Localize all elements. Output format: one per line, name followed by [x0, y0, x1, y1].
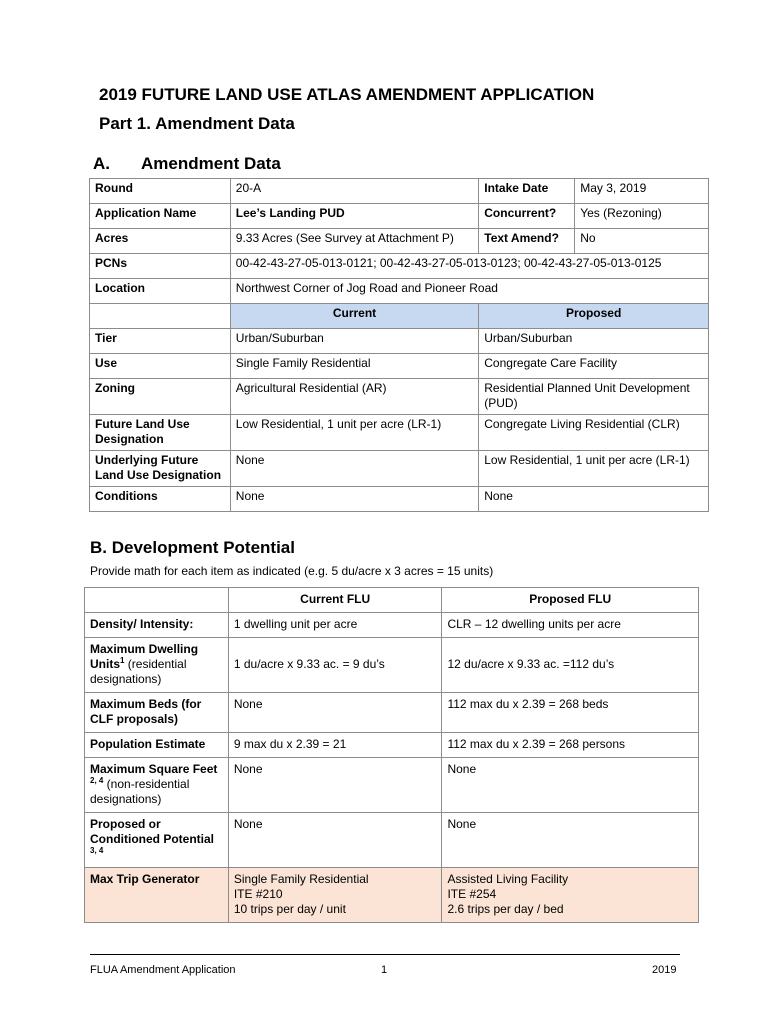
part-title: Part 1. Amendment Data — [99, 114, 295, 133]
location-label: Location — [90, 279, 231, 304]
trip-proposed-use: Assisted Living Facility — [447, 872, 569, 886]
use-proposed: Congregate Care Facility — [479, 354, 709, 379]
population-label: Population Estimate — [85, 733, 229, 758]
trip-proposed-ite: ITE #254 — [447, 887, 497, 901]
table-row — [85, 868, 699, 923]
use-current: Single Family Residential — [230, 354, 478, 379]
density-current: 1 dwelling unit per acre — [228, 613, 442, 638]
round-label: Round — [90, 179, 231, 204]
intake-date-label: Intake Date — [479, 179, 575, 204]
max-square-feet-label — [85, 758, 229, 813]
footer-year: 2019 — [652, 964, 677, 976]
density-proposed: CLR – 12 dwelling units per acre — [442, 613, 699, 638]
max-beds-label: Maximum Beds (for CLF proposals) — [85, 693, 229, 733]
table-header-row — [85, 588, 699, 613]
underlying-flu-current: None — [230, 451, 478, 487]
footnote-marker: 3, 4 — [90, 846, 104, 855]
text-amend-value: No — [575, 229, 709, 254]
footnote-marker: 1 — [120, 656, 125, 665]
concurrent-label: Concurrent? — [479, 204, 575, 229]
zoning-proposed: Residential Planned Unit Development (PUD) — [479, 379, 709, 415]
proposed-header: Proposed — [479, 304, 709, 329]
footer-page-number: 1 — [381, 964, 388, 976]
trip-current — [228, 868, 442, 923]
flu-designation-proposed: Congregate Living Residential (CLR) — [479, 415, 709, 451]
max-dwelling-current: 1 du/acre x 9.33 ac. = 9 du’s — [228, 638, 442, 693]
section-a-heading — [93, 154, 281, 174]
acres-label: Acres — [90, 229, 231, 254]
table-row — [90, 379, 709, 415]
section-a-letter: A. — [93, 154, 110, 173]
concurrent-value: Yes (Rezoning) — [575, 204, 709, 229]
proposed-flu-header: Proposed FLU — [442, 588, 699, 613]
proposed-conditioned-label — [85, 813, 229, 868]
footer-document-name: FLUA Amendment Application — [90, 964, 236, 976]
zoning-current: Agricultural Residential (AR) — [230, 379, 478, 415]
table-row — [90, 415, 709, 451]
max-trip-generator-label: Max Trip Generator — [85, 868, 229, 923]
round-value: 20-A — [230, 179, 478, 204]
max-dwelling-label-bold: Maximum Dwelling Units — [90, 642, 199, 671]
location-value: Northwest Corner of Jog Road and Pioneer Road — [230, 279, 708, 304]
footnote-marker: 2, 4 — [90, 776, 104, 785]
table-row — [90, 204, 709, 229]
table-row — [90, 329, 709, 354]
table-row — [85, 613, 699, 638]
pcns-label: PCNs — [90, 254, 231, 279]
underlying-flu-proposed: Low Residential, 1 unit per acre (LR-1) — [479, 451, 709, 487]
max-sqft-current: None — [228, 758, 442, 813]
table-row — [90, 254, 709, 279]
tier-proposed: Urban/Suburban — [479, 329, 709, 354]
table-row — [90, 487, 709, 512]
intake-date-value: May 3, 2019 — [575, 179, 709, 204]
footer-divider — [90, 954, 680, 955]
pcns-value: 00-42-43-27-05-013-0121; 00-42-43-27-05-013-0123; 00-42-43-27-05-013-0125 — [230, 254, 708, 279]
table-row — [85, 693, 699, 733]
conditions-label: Conditions — [90, 487, 231, 512]
table-row — [90, 179, 709, 204]
trip-current-ite: ITE #210 — [233, 887, 283, 901]
application-name-label: Application Name — [90, 204, 231, 229]
section-a-title: Amendment Data — [141, 154, 281, 173]
blank-header-cell — [85, 588, 229, 613]
zoning-label: Zoning — [90, 379, 231, 415]
max-dwelling-proposed: 12 du/acre x 9.33 ac. =112 du’s — [442, 638, 699, 693]
current-flu-header: Current FLU — [228, 588, 442, 613]
table-row — [90, 354, 709, 379]
blank-header-cell — [90, 304, 231, 329]
max-beds-current: None — [228, 693, 442, 733]
use-label: Use — [90, 354, 231, 379]
proposed-conditioned-proposed: None — [442, 813, 699, 868]
conditions-proposed: None — [479, 487, 709, 512]
trip-current-use: Single Family Residential — [233, 872, 369, 886]
table-row — [90, 279, 709, 304]
application-name-value: Lee’s Landing PUD — [230, 204, 478, 229]
acres-value: 9.33 Acres (See Survey at Attachment P) — [230, 229, 478, 254]
table-row — [85, 638, 699, 693]
table-header-row — [90, 304, 709, 329]
table-row — [85, 733, 699, 758]
max-sqft-label-rest: (non-residential designations) — [90, 777, 190, 806]
trip-current-rate: 10 trips per day / unit — [233, 902, 346, 916]
current-header: Current — [230, 304, 478, 329]
table-row — [85, 813, 699, 868]
table-row — [90, 451, 709, 487]
development-potential-table — [84, 587, 699, 923]
section-b-heading: B. Development Potential — [90, 538, 295, 557]
table-row — [85, 758, 699, 813]
table-row — [90, 229, 709, 254]
conditions-current: None — [230, 487, 478, 512]
max-sqft-proposed: None — [442, 758, 699, 813]
tier-label: Tier — [90, 329, 231, 354]
trip-proposed-rate: 2.6 trips per day / bed — [447, 902, 564, 916]
amendment-data-table — [89, 178, 709, 512]
proposed-conditioned-label-text: Proposed or Conditioned Potential — [90, 817, 214, 846]
tier-current: Urban/Suburban — [230, 329, 478, 354]
page-title: 2019 FUTURE LAND USE ATLAS AMENDMENT APPLICATION — [99, 85, 595, 104]
max-beds-proposed: 112 max du x 2.39 = 268 beds — [442, 693, 699, 733]
max-dwelling-units-label — [85, 638, 229, 693]
flu-designation-label: Future Land Use Designation — [90, 415, 231, 451]
population-current: 9 max du x 2.39 = 21 — [228, 733, 442, 758]
proposed-conditioned-current: None — [228, 813, 442, 868]
trip-proposed — [442, 868, 699, 923]
population-proposed: 112 max du x 2.39 = 268 persons — [442, 733, 699, 758]
underlying-flu-label: Underlying Future Land Use Designation — [90, 451, 231, 487]
text-amend-label: Text Amend? — [479, 229, 575, 254]
max-dwelling-label-rest: (residential designations) — [90, 657, 187, 686]
density-label: Density/ Intensity: — [85, 613, 229, 638]
max-sqft-label-bold: Maximum Square Feet — [90, 762, 218, 776]
section-b-instruction: Provide math for each item as indicated (e.g. 5 du/acre x 3 acres = 15 units) — [90, 564, 494, 578]
flu-designation-current: Low Residential, 1 unit per acre (LR-1) — [230, 415, 478, 451]
